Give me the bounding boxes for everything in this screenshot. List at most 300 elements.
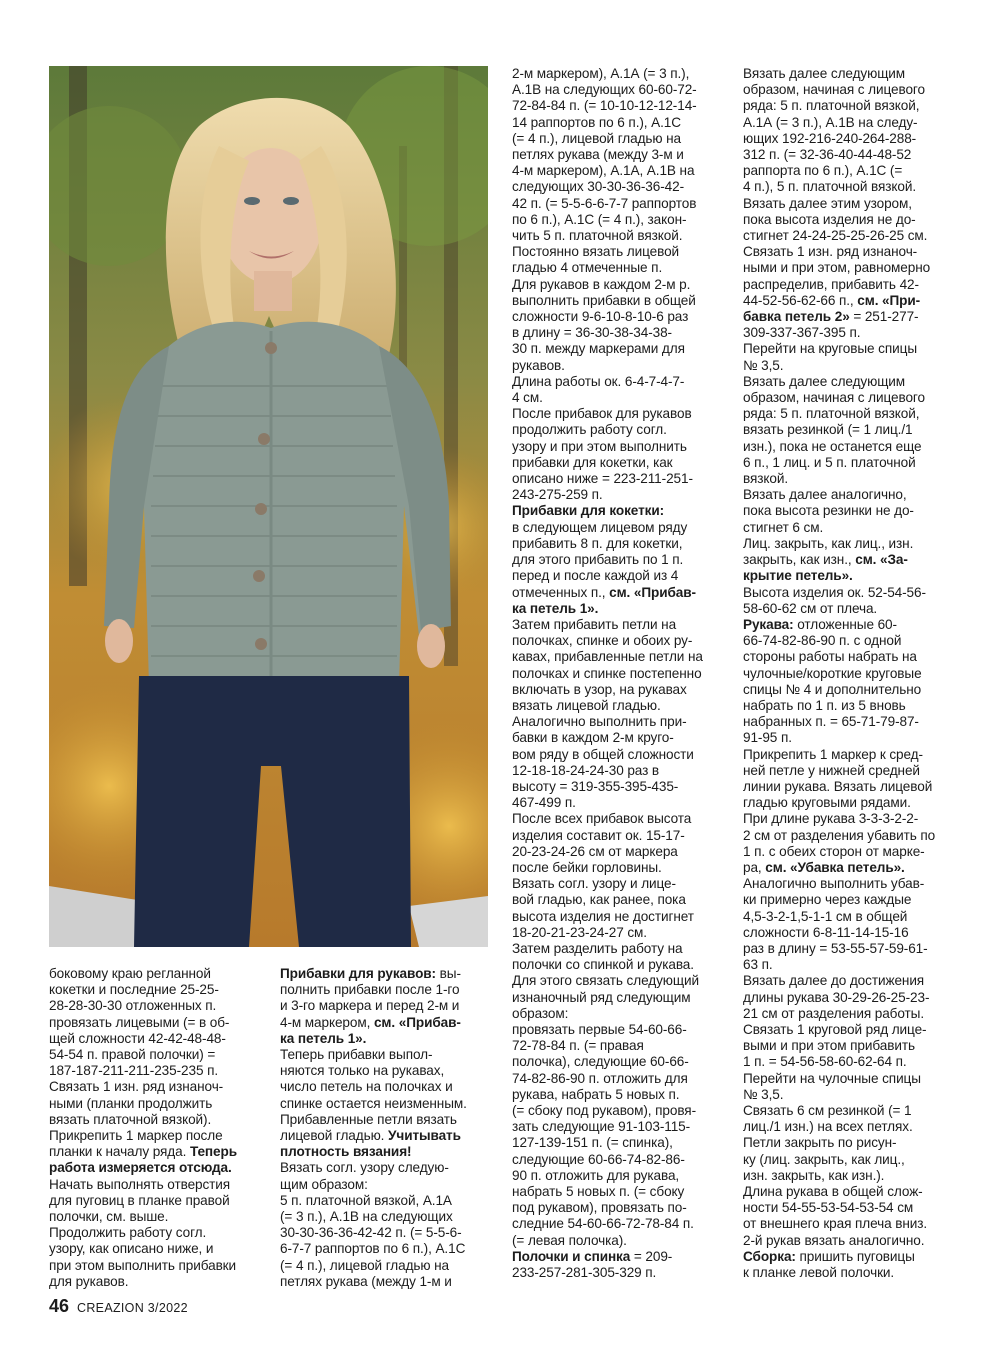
text-line [512, 990, 724, 1006]
text-segment: в длину = 36-30-38-34-38- [512, 325, 672, 341]
text-segment: Вязать согл. узору и лице- [512, 876, 676, 892]
text-line [49, 998, 264, 1014]
text-line [512, 1119, 724, 1135]
text-segment: ности 54-55-53-54-53-54 см [743, 1200, 914, 1216]
text-segment: Начать выполнять отверстия [49, 1176, 231, 1192]
text-segment: вой гладью, как ранее, пока [512, 892, 686, 908]
text-line [743, 390, 955, 406]
text-segment: 21 см от разделения работы. [743, 1005, 924, 1021]
text-line [743, 82, 955, 98]
text-segment: Лиц. закрыть, как лиц., изн. [743, 535, 914, 551]
text-line [743, 293, 955, 309]
text-segment: полочках и спинке постепенно [512, 665, 702, 681]
text-line [280, 1209, 490, 1225]
text-segment: высоту = 319-355-395-435- [512, 778, 679, 794]
text-line [743, 1249, 955, 1265]
text-segment: следующих 30-30-36-36-42- [512, 179, 685, 195]
text-segment: для рукавов. [49, 1273, 129, 1289]
text-line [512, 228, 724, 244]
text-line [743, 682, 955, 698]
bold-text: работа измеряется отсюда. [49, 1160, 232, 1176]
text-line [512, 406, 724, 422]
text-segment: ряда: 5 п. платочной вязкой, [743, 406, 920, 422]
text-segment: стороны работы набрать на [743, 649, 917, 665]
text-line [743, 422, 955, 438]
text-segment: спицы № 4 и дополнительно [743, 681, 922, 697]
text-segment: рукава, набрать 5 новых п. [512, 1086, 680, 1102]
text-line [512, 1168, 724, 1184]
text-segment: После всех прибавок высота [512, 811, 692, 827]
text-segment: 18-20-21-23-24-27 см. [512, 924, 647, 940]
text-line [512, 374, 724, 390]
text-segment: линии рукава. Вязать лицевой [743, 778, 933, 794]
text-segment: № 3,5. [743, 1086, 784, 1102]
text-line [512, 649, 724, 665]
text-segment: При длине рукава 3-3-3-2-2- [743, 811, 919, 827]
text-segment: чить 5 п. платочной вязкой. [512, 228, 683, 244]
text-line [743, 633, 955, 649]
text-line [512, 1038, 724, 1054]
text-line [743, 98, 955, 114]
text-segment: боковому краю регланной [49, 966, 211, 981]
text-segment: сложности 6-8-11-14-15-16 [743, 924, 909, 940]
text-line [743, 828, 955, 844]
text-segment: вом ряду в общей сложности [512, 746, 694, 762]
bold-text: ка петель 1». [280, 1030, 367, 1046]
text-segment: Перейти на чулочные спицы [743, 1070, 921, 1086]
text-segment: включать в узор, на рукавах [512, 681, 687, 697]
text-segment: 2-м маркером), А.1А (= 3 п.), [512, 66, 690, 81]
text-line [512, 390, 724, 406]
text-segment: Петли закрыть по рисун- [743, 1135, 897, 1151]
text-segment: 187-187-211-211-235-235 п. [49, 1063, 219, 1079]
text-line [743, 212, 955, 228]
text-segment: Прикрепить 1 маркер к сред- [743, 746, 923, 762]
text-line [743, 536, 955, 552]
text-segment: Вязать далее аналогично, [743, 487, 907, 503]
text-segment: Прибавленные петли вязать [280, 1111, 457, 1127]
text-line [512, 568, 724, 584]
text-line [512, 131, 724, 147]
text-line [512, 1103, 724, 1119]
text-line [512, 1071, 724, 1087]
text-line [743, 1006, 955, 1022]
text-segment: 14 раппортов по 6 п.), А.1С [512, 114, 681, 130]
text-segment: щей сложности 42-42-48-48- [49, 1030, 226, 1046]
bold-text: см. «Убавка петель». [765, 859, 905, 875]
text-segment: Связать 6 см резинкой (= 1 [743, 1103, 912, 1118]
text-line [49, 982, 264, 998]
text-line [280, 1241, 490, 1257]
text-line [512, 341, 724, 357]
text-line [743, 1119, 955, 1135]
text-segment: Связать 1 изн. ряд изнаноч- [743, 244, 918, 260]
text-line [512, 828, 724, 844]
text-line [743, 1022, 955, 1038]
text-segment: 66-74-82-86-90 п. с одной [743, 633, 902, 649]
text-segment: После прибавок для рукавов [512, 406, 692, 422]
text-line [743, 666, 955, 682]
text-segment: вязкой. [743, 471, 788, 487]
text-segment: 2 см от разделения убавить по [743, 827, 936, 843]
bold-text: Полочки и спинка [512, 1248, 631, 1264]
text-segment: Для этого связать следующий [512, 973, 699, 989]
text-column-1 [49, 966, 264, 1290]
text-segment: полочки со спинкой и рукава. [512, 957, 694, 973]
text-segment: полнить прибавки после 1-го [280, 982, 460, 998]
text-segment: гладью круговыми рядами. [743, 795, 911, 811]
text-line [512, 455, 724, 471]
text-segment: Затем прибавить петли на [512, 616, 677, 632]
text-line [512, 617, 724, 633]
bold-text: см. «Прибав- [373, 1014, 461, 1030]
text-line [280, 1144, 490, 1160]
text-line [743, 568, 955, 584]
text-line [49, 1274, 264, 1290]
text-line [512, 147, 724, 163]
text-segment: (= сбоку под рукавом), провя- [512, 1103, 696, 1118]
text-line [512, 66, 724, 82]
bold-text: см. «За- [855, 552, 908, 568]
text-line [743, 990, 955, 1006]
text-line [280, 1112, 490, 1128]
text-line [743, 844, 955, 860]
text-line [743, 1265, 955, 1281]
text-segment: отложенные 60- [793, 616, 897, 632]
text-line [743, 163, 955, 179]
text-segment: 2-й рукав вязать аналогично. [743, 1232, 925, 1248]
text-line [743, 455, 955, 471]
text-segment: чулочные/короткие круговые [743, 665, 922, 681]
text-segment: 54-54 п. правой полочки) = [49, 1047, 216, 1063]
text-line [743, 439, 955, 455]
text-line [743, 66, 955, 82]
text-line [280, 1177, 490, 1193]
text-line [280, 1079, 490, 1095]
text-segment: 74-82-86-90 п. отложить для [512, 1070, 688, 1086]
text-line [512, 244, 724, 260]
text-segment: 4-м маркером, [280, 1014, 374, 1030]
text-line [280, 1015, 490, 1031]
text-line [280, 998, 490, 1014]
magazine-issue: CREAZION 3/2022 [77, 1301, 188, 1315]
text-line [743, 196, 955, 212]
text-line [512, 876, 724, 892]
text-segment: спинке остается неизменным. [280, 1095, 467, 1111]
text-line [743, 131, 955, 147]
text-segment: изделия составит ок. 15-17- [512, 827, 685, 843]
text-segment: 20-23-24-26 см от маркера [512, 843, 678, 859]
text-line [743, 941, 955, 957]
text-line [743, 1200, 955, 1216]
text-line [512, 601, 724, 617]
text-segment: Связать 1 круговой ряд лице- [743, 1021, 927, 1037]
text-segment: ными и при этом, равномерно [743, 260, 931, 276]
text-segment: от внешнего края плеча вниз. [743, 1216, 928, 1232]
text-segment: узору, как описано ниже, и [49, 1241, 214, 1257]
bold-text: Сборка: [743, 1248, 796, 1264]
model-photo-icon [49, 66, 488, 947]
text-line [512, 1233, 724, 1249]
text-line [743, 503, 955, 519]
text-line [512, 293, 724, 309]
text-line [743, 325, 955, 341]
text-column-4 [743, 66, 955, 1281]
bold-text: ка петель 1». [512, 600, 599, 616]
text-segment: изн. закрыть, как изн.). [743, 1167, 885, 1183]
text-line [49, 1209, 264, 1225]
text-line [512, 892, 724, 908]
text-line [512, 358, 724, 374]
text-column-3 [512, 66, 724, 1281]
text-segment: 233-257-281-305-329 п. [512, 1265, 657, 1281]
text-line [743, 374, 955, 390]
text-line [512, 212, 724, 228]
text-line [512, 730, 724, 746]
text-segment: ней петле у нижней средней [743, 762, 920, 778]
text-segment: 90 п. отложить для рукава, [512, 1167, 680, 1183]
text-segment: Перейти на круговые спицы [743, 341, 917, 357]
text-segment: (= 4 п.), лицевой гладью на [512, 130, 682, 146]
text-segment: = 209- [630, 1248, 673, 1264]
text-segment: при этом выполнить прибавки [49, 1257, 237, 1273]
text-segment: длины рукава 30-29-26-25-23- [743, 989, 930, 1005]
text-segment: ра, [743, 859, 766, 875]
text-segment: и 3-го маркера и перед 2-м и [280, 998, 460, 1014]
text-line [512, 957, 724, 973]
page-footer [49, 1296, 188, 1320]
text-line [280, 1274, 490, 1290]
text-line [512, 682, 724, 698]
text-segment: к планке левой полочки. [743, 1265, 895, 1281]
text-segment: петлях рукава (между 1-м и [280, 1273, 452, 1289]
text-segment: образом, начиная с лицевого [743, 390, 925, 406]
text-line [280, 1258, 490, 1274]
text-segment: 58-60-62 см от плеча. [743, 600, 878, 616]
text-segment: щим образом: [280, 1176, 368, 1192]
text-segment: лицевой гладью. [280, 1128, 389, 1144]
text-line [512, 552, 724, 568]
text-segment: лиц./1 изн.) на всех петлях. [743, 1119, 913, 1135]
text-line [512, 536, 724, 552]
text-line [512, 666, 724, 682]
text-line [512, 196, 724, 212]
text-segment: закрыть, как изн., [743, 552, 856, 568]
text-segment: для этого прибавить по 1 п. [512, 552, 684, 568]
text-line [743, 1103, 955, 1119]
text-segment: для пуговиц в планке правой [49, 1192, 230, 1208]
text-segment: няются только на рукавах, [280, 1063, 445, 1079]
text-segment: описано ниже = 223-211-251- [512, 471, 693, 487]
text-segment: вы- [435, 966, 461, 981]
text-segment: Аналогично выполнить убав- [743, 876, 925, 892]
text-line [49, 1015, 264, 1031]
text-line [49, 1258, 264, 1274]
text-segment: 72-84-84 п. (= 10-10-12-12-14- [512, 98, 697, 114]
text-segment: 12-18-18-24-24-30 раз в [512, 762, 660, 778]
text-line [49, 1063, 264, 1079]
text-line [743, 406, 955, 422]
text-line [512, 309, 724, 325]
text-segment: Теперь прибавки выпол- [280, 1047, 433, 1063]
text-line [280, 1193, 490, 1209]
text-line [512, 277, 724, 293]
text-segment: 30 п. между маркерами для [512, 341, 685, 357]
text-line [512, 325, 724, 341]
text-line [49, 1144, 264, 1160]
text-segment: выми и при этом прибавить [743, 1038, 915, 1054]
text-line [743, 779, 955, 795]
text-line [280, 1047, 490, 1063]
text-segment: полочках, спинке и обоих ру- [512, 633, 693, 649]
text-line [512, 1184, 724, 1200]
text-line [743, 1184, 955, 1200]
text-segment: 42 п. (= 5-5-6-6-7-7 раппортов [512, 195, 697, 211]
text-line [512, 779, 724, 795]
text-line [512, 941, 724, 957]
text-line [512, 973, 724, 989]
text-segment: 1 п. = 54-56-58-60-62-64 п. [743, 1054, 907, 1070]
text-column-2 [280, 966, 490, 1290]
text-segment: петлях рукава (между 3-м и [512, 147, 684, 163]
text-segment: пока высота изделия не до- [743, 211, 916, 227]
text-segment: раз в длину = 53-55-57-59-61- [743, 940, 928, 956]
text-line [512, 98, 724, 114]
text-segment: продолжить работу согл. [512, 422, 667, 438]
text-segment: провязать первые 54-60-66- [512, 1021, 687, 1037]
text-segment: вязать платочной вязкой). [49, 1111, 212, 1127]
text-line [512, 163, 724, 179]
text-segment: изн.), пока не останется еще [743, 438, 922, 454]
text-segment: изнаночный ряд следующим [512, 989, 691, 1005]
text-line [512, 633, 724, 649]
text-line [49, 1193, 264, 1209]
text-line [743, 115, 955, 131]
text-segment: 5 п. платочной вязкой, А.1А [280, 1192, 452, 1208]
text-segment: полочки, см. выше. [49, 1209, 169, 1225]
text-line [512, 909, 724, 925]
text-segment: пока высота резинки не до- [743, 503, 914, 519]
text-line [512, 82, 724, 98]
bold-text: Прибавки для рукавов: [280, 966, 436, 981]
text-segment: число петель на полочках и [280, 1079, 453, 1095]
text-segment: гладью 4 отмеченные п. [512, 260, 663, 276]
text-segment: провязать лицевыми (= в об- [49, 1014, 230, 1030]
text-segment: прибавки для кокетки, как [512, 454, 673, 470]
text-line [512, 1022, 724, 1038]
text-segment: Продолжить работу согл. [49, 1225, 207, 1241]
text-segment: 44-52-56-62-66 п., [743, 292, 858, 308]
text-line [743, 552, 955, 568]
text-segment: 4,5-3-2-1,5-1-1 см в общей [743, 908, 908, 924]
text-line [49, 1047, 264, 1063]
text-segment: ку (лиц. закрыть, как лиц., [743, 1151, 905, 1167]
text-line [512, 260, 724, 276]
text-segment: по 6 п.), А.1С (= 4 п.), закон- [512, 211, 687, 227]
text-segment: рукавов. [512, 357, 565, 373]
bold-text: см. «Прибав- [609, 584, 696, 600]
text-line [743, 1168, 955, 1184]
text-line [743, 309, 955, 325]
text-line [743, 260, 955, 276]
text-segment: планки к началу ряда. [49, 1144, 190, 1160]
text-line [280, 1096, 490, 1112]
text-line [743, 1135, 955, 1151]
text-segment: бавки в каждом 2-м круго- [512, 730, 674, 746]
text-segment: в следующем лицевом ряду [512, 519, 688, 535]
text-segment: набрать по 1 п. из 5 вновь [743, 697, 906, 713]
text-segment: 6 п., 1 лиц. и 5 п. платочной [743, 454, 916, 470]
text-line [743, 1038, 955, 1054]
text-segment: 4 см. [512, 390, 543, 406]
text-line [512, 763, 724, 779]
text-segment: Прикрепить 1 маркер после [49, 1128, 223, 1144]
text-segment: 28-28-30-30 отложенных п. [49, 998, 217, 1014]
text-line [743, 277, 955, 293]
text-line [280, 1160, 490, 1176]
text-line [280, 982, 490, 998]
text-line [743, 1216, 955, 1232]
text-segment: кавах, прибавленные петли на [512, 649, 703, 665]
text-line [512, 1135, 724, 1151]
text-segment: вязать резинкой (= 1 лиц./1 [743, 422, 913, 438]
text-line [743, 811, 955, 827]
text-line [512, 1200, 724, 1216]
text-segment: 1 п. с обеих сторон от марке- [743, 843, 925, 859]
text-line [512, 698, 724, 714]
text-segment: узору и при этом выполнить [512, 438, 687, 454]
text-segment: стигнет 24-24-25-25-26-25 см. [743, 228, 928, 244]
text-segment: набранных п. = 65-71-79-87- [743, 714, 919, 730]
text-segment: ряда: 5 п. платочной вязкой, [743, 98, 920, 114]
text-line [280, 1063, 490, 1079]
text-segment: Высота изделия ок. 52-54-56- [743, 584, 926, 600]
text-line [512, 860, 724, 876]
text-segment: зать следующие 91-103-115- [512, 1119, 691, 1135]
text-segment: распределив, прибавить 42- [743, 276, 919, 292]
text-line [743, 244, 955, 260]
text-line [743, 471, 955, 487]
text-segment: 91-95 п. [743, 730, 792, 746]
text-line [49, 1079, 264, 1095]
text-line [512, 520, 724, 536]
text-segment: Постоянно вязать лицевой [512, 244, 680, 260]
bold-text: см. «При- [857, 292, 921, 308]
text-segment: (= 3 п.), А.1В на следующих [280, 1209, 453, 1225]
text-line [512, 795, 724, 811]
text-line [49, 1160, 264, 1176]
text-segment: следующие 60-66-74-82-86- [512, 1151, 685, 1167]
text-segment: 4-м маркером), А.1А, А.1В на [512, 163, 695, 179]
text-line [743, 1233, 955, 1249]
text-segment: А.1А (= 3 п.), А.1В на следу- [743, 114, 918, 130]
text-line [49, 1241, 264, 1257]
text-segment: 312 п. (= 32-36-40-44-48-52 [743, 147, 912, 163]
text-line [743, 520, 955, 536]
text-line [743, 1087, 955, 1103]
text-segment: сложности 9-6-10-8-10-6 раз [512, 309, 689, 325]
text-segment: образом, начиная с лицевого [743, 82, 925, 98]
text-segment: 309-337-367-395 п. [743, 325, 861, 341]
text-segment: набрать 5 новых п. (= сбоку [512, 1184, 685, 1200]
text-line [512, 179, 724, 195]
text-line [743, 957, 955, 973]
text-segment: высота изделия не достигнет [512, 908, 694, 924]
bold-text: Учитывать [388, 1128, 461, 1144]
text-line [512, 471, 724, 487]
text-segment: 467-499 п. [512, 795, 576, 811]
text-line [743, 795, 955, 811]
